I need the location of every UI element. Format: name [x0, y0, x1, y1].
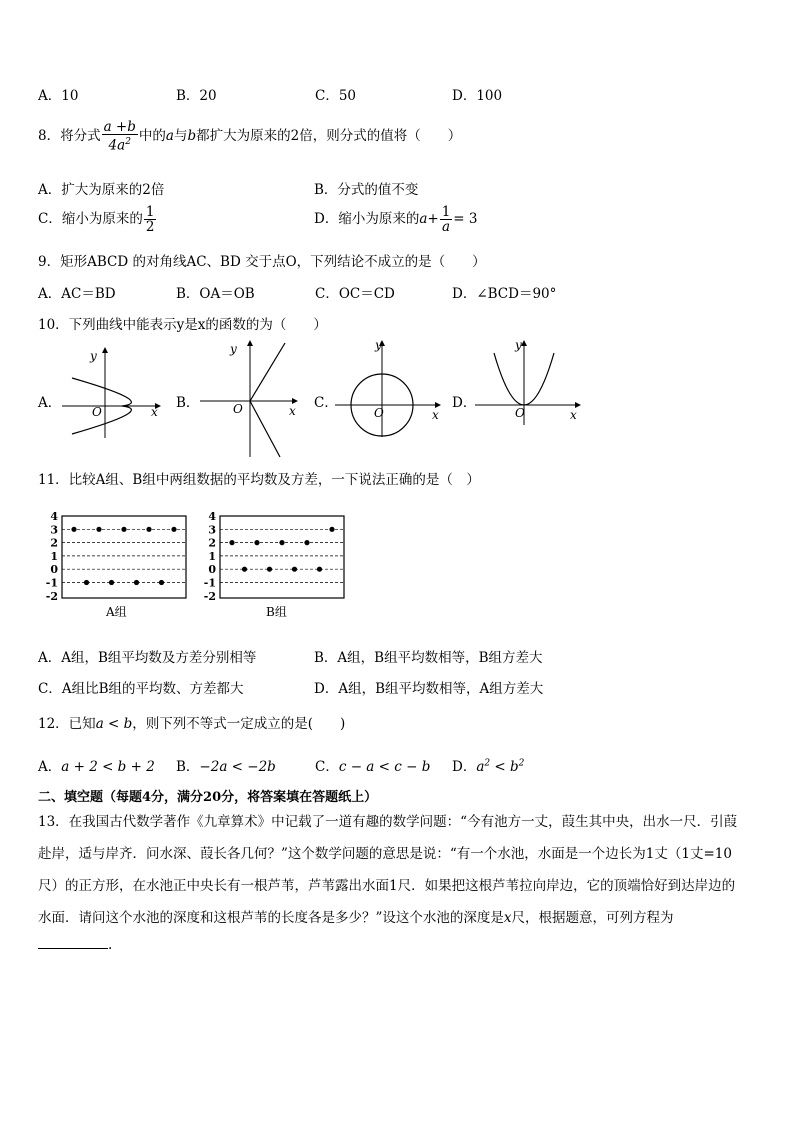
data-point: [242, 567, 247, 572]
q13-answer-line: .: [38, 934, 112, 953]
x-axis-label: x: [151, 405, 158, 419]
q13-line-1: 13．在我国古代数学著作《九章算术》中记载了一道有趣的数学问题：“今有池方一丈，葭生其中央，出水一尺．引葭: [38, 814, 738, 830]
q10-graph-a: [60, 340, 170, 440]
q10-stem: 10．下列曲线中能表示y是x的函数的为（ ）: [38, 317, 327, 333]
q13-line-3: 尺）的正方形，在水池正中央长有一根芦苇，芦苇露出水面1尺．如果把这根芦苇拉向岸边，它的顶端恰好到达岸边的: [38, 878, 736, 894]
q10-label-d: D．: [452, 395, 477, 411]
q9-stem: 9．矩形ABCD 的对角线AC、BD 交于点O，下列结论不成立的是（ ）: [38, 254, 486, 270]
q12-option-c: C．c − a < c − b: [315, 759, 431, 775]
q9-option-d: D．∠BCD＝90°: [452, 286, 557, 302]
section-2-heading: 二、填空题（每题4分，满分20分，将答案填在答题纸上）: [38, 790, 378, 805]
y-tick-label: 3: [50, 523, 58, 537]
y-tick-label: -2: [203, 589, 216, 603]
origin-label: O: [233, 402, 243, 416]
origin-label: O: [92, 405, 102, 419]
x-axis-label: x: [432, 408, 439, 422]
data-point: [134, 580, 139, 585]
q11-chart-group-a: [38, 508, 198, 620]
y-axis-label: y: [375, 338, 382, 352]
data-point: [159, 580, 164, 585]
data-point: [267, 567, 272, 572]
x-axis-label: x: [289, 404, 296, 418]
q11-option-b: B．A组，B组平均数相等，B组方差大: [314, 650, 543, 666]
data-point: [317, 567, 322, 572]
q11-option-d: D．A组，B组平均数相等，A组方差大: [314, 681, 544, 697]
q10-label-c: C．: [314, 395, 338, 411]
q10-graph-b: [195, 335, 305, 460]
group-a-caption: A组: [106, 605, 127, 619]
q9-option-b: B．OA＝OB: [176, 286, 255, 302]
data-point: [146, 527, 151, 532]
data-point: [109, 580, 114, 585]
q8-stem: 8．将分式 $\frac{a +b}{4a^2}$ 中的a与b都扩大为原来的2倍，则分式的值将（ ）: [38, 119, 462, 154]
q11-option-a: A．A组，B组平均数及方差分别相等: [38, 650, 257, 666]
data-point: [96, 527, 101, 532]
y-tick-label: -2: [45, 589, 58, 603]
q12-option-b: B．−2a < −2b: [176, 759, 276, 775]
data-point: [279, 540, 284, 545]
q10-graph-d: [470, 335, 585, 430]
q8-option-b: B．分式的值不变: [314, 182, 419, 198]
q7-option-a: A．10: [38, 88, 79, 104]
q7-option-b: B．20: [176, 88, 217, 104]
data-point: [292, 567, 297, 572]
answer-blank[interactable]: [38, 934, 108, 949]
q7-option-d: D．100: [452, 88, 503, 104]
y-tick-label: 0: [50, 563, 58, 577]
q12-option-d: D．$a^2 < b^2$: [452, 758, 525, 775]
q8-option-d: D．缩小为原来的a+ $\frac{1}{a}$ = 3: [314, 204, 478, 235]
q12-stem: 12．已知a < b，则下列不等式一定成立的是( ): [38, 716, 346, 732]
origin-label: O: [374, 406, 384, 420]
y-tick-label: -1: [203, 576, 216, 590]
y-tick-label: 0: [208, 563, 216, 577]
y-tick-label: 4: [208, 510, 216, 523]
y-axis-label: y: [230, 342, 237, 356]
y-tick-label: 2: [208, 536, 216, 550]
q10-label-a: A．: [38, 395, 62, 411]
q9-option-a: A．AC＝BD: [38, 286, 116, 302]
q11-stem: 11．比较A组、B组中两组数据的平均数及方差，一下说法正确的是（ ）: [38, 472, 480, 488]
y-axis-label: y: [90, 349, 97, 363]
q11-chart-group-b: [200, 508, 350, 620]
y-tick-label: 4: [50, 510, 58, 523]
q9-option-c: C．OC＝CD: [315, 286, 395, 302]
data-point: [121, 527, 126, 532]
q10-graph-c: [330, 335, 445, 440]
y-tick-label: 1: [50, 549, 58, 563]
q12-option-a: A．a + 2 < b + 2: [38, 759, 155, 775]
origin-label: O: [515, 406, 525, 420]
data-point: [304, 540, 309, 545]
q8-option-a: A．扩大为原来的2倍: [38, 182, 165, 198]
y-tick-label: 1: [208, 549, 216, 563]
q8-fraction: $\frac{a +b}{4a^2}$: [103, 119, 136, 154]
data-point: [84, 580, 89, 585]
y-axis-label: y: [515, 338, 522, 352]
y-tick-label: -1: [45, 576, 58, 590]
data-point: [71, 527, 76, 532]
q8-option-c: C．缩小为原来的 $\frac{1}{2}$: [38, 204, 155, 235]
group-b-caption: B组: [266, 605, 287, 619]
x-axis-label: x: [570, 408, 577, 422]
q11-option-c: C．A组比B组的平均数、方差都大: [38, 681, 244, 697]
data-point: [171, 527, 176, 532]
data-point: [229, 540, 234, 545]
q10-label-b: B．: [176, 395, 200, 411]
data-point: [254, 540, 259, 545]
y-tick-label: 3: [208, 523, 216, 537]
q13-line-2: 赴岸，适与岸齐．问水深、葭长各几何？”这个数学问题的意思是说：“有一个水池，水面是一个边长为1丈（1丈=10: [38, 846, 732, 862]
q13-line-4: 水面．请问这个水池的深度和这根芦苇的长度各是多少？”设这个水池的深度是x尺，根据题意，可列方程为: [38, 910, 674, 926]
y-tick-label: 2: [50, 536, 58, 550]
q7-option-c: C．50: [315, 88, 357, 104]
data-point: [329, 527, 334, 532]
